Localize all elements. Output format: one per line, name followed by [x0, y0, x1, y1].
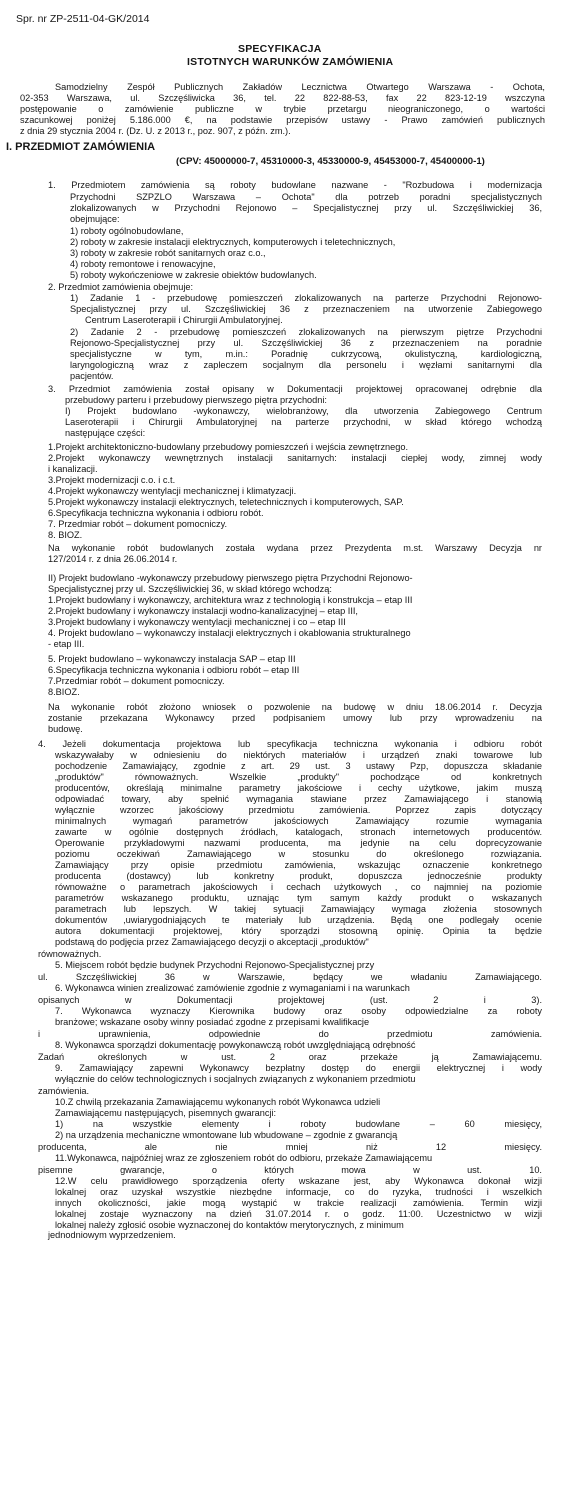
text-line: II) Projekt budowlano -wykonawczy przebudowy pierwszego piętra Przychodni Rejonowo-: [48, 573, 413, 583]
text-line: producenta (dostawcy) lub konkretny produkt, dopuszcza jednocześnie produkty: [55, 871, 542, 881]
text-line: podstawą do podjęcia przez Zamawiającego decyzji o akceptacji „produktów": [55, 937, 369, 947]
text-line: lokalnej oraz uzyskał wszystkie niezbędne informacje, co do ryzyka, trudności i wszelkich: [55, 1187, 542, 1197]
text-line: 2) na urządzenia mechaniczne wmontowane lub wbudowane – zgodnie z gwarancją: [55, 1130, 398, 1140]
text-line: obejmujące:: [70, 214, 120, 224]
text-line: i uprawnienia, odpowiednie do przedmiotu zamówienia.: [38, 1029, 542, 1039]
text-line: Na wykonanie robót budowlanych została wydana przez Prezydenta m.st. Warszawy Decyzja nr: [48, 543, 542, 553]
text-line: I) Projekt budowlano -wykonawczy, wielobranżowy, dla utworzenia Zabiegowego Centrum: [65, 406, 542, 416]
document-title: SPECYFIKACJA: [238, 43, 322, 55]
text-line: 2. Przedmiot zamówienia obejmuje:: [48, 282, 194, 292]
text-line: parametrów wskazanego produktu, uznając tym samym każdy produkt o wskazanych: [55, 893, 542, 903]
text-line: Operowanie przykładowymi nazwami producenta, ma jedynie na celu doprecyzowanie: [55, 838, 542, 848]
text-line: równoważnych.: [38, 949, 102, 959]
text-line: lokalnej należy zgłosić osobie wyznaczonej do kontaktów merytorycznych, z minimum: [55, 1220, 404, 1230]
text-line: wyłącznie wzorzec jakościowy przedmiotu zamówienia. Poprzez zapis dotyczący: [55, 805, 542, 815]
text-line: laryngologiczną wraz z zapleczem socjalnym dla personelu i węzłami sanitarnymi dla: [70, 360, 542, 370]
text-line: równoważne o parametrach jakościowych i cechach użytkowych , co najmniej na poziomie: [55, 882, 542, 892]
text-line: zlokalizowanych w Przychodni Rejonowo – Specjalistycznej przy ul. Szczęśliwickiej 36,: [70, 203, 542, 213]
document-subtitle: ISTOTNYCH WARUNKÓW ZAMÓWIENIA: [187, 56, 394, 68]
text-line: minimalnych wymagań parametrów jakościowych Zamawiający rozumie wymagania: [55, 816, 542, 826]
text-line: 6.Specyfikacja techniczna wykonania i odbioru robót – etap III: [48, 665, 300, 675]
text-line: Centrum Laseroterapii i Chirurgii Ambulatoryjnej.: [85, 315, 283, 325]
text-line: 4. Projekt budowlano – wykonawczy instalacji elektrycznych i okablowania strukturalnego: [48, 628, 411, 638]
text-line: 5. Miejscem robót będzie budynek Przychodni Rejonowo-Specjalistycznej przy: [55, 960, 375, 970]
text-line: 5. Projekt budowlano – wykonawczy instalacja SAP – etap III: [48, 654, 296, 664]
text-line: przebudowy parteru i przebudowy pierwszego piętra przychodni:: [65, 395, 327, 405]
document-reference: Spr. nr ZP-2511-04-GK/2014: [16, 13, 150, 25]
text-line: dokumentów ,uwiarygodniających te materiały lub urządzenia. Będą one podlegały ocenie: [55, 915, 542, 925]
text-line: Specjalistycznej przy ul. Szczęśliwickiej 36 z przeznaczeniem na utworzenie Zabiegowego: [70, 304, 542, 314]
text-line: 8. BIOZ.: [48, 530, 83, 540]
text-line: Specjalistycznej przy ul. Szczęśliwickiej 36, w skład którego wchodzą:: [48, 584, 332, 594]
text-line: 4. Jeżeli dokumentacja projektowa lub specyfikacja techniczna wykonania i odbioru robót: [38, 739, 542, 749]
text-line: 1.Projekt architektoniczno-budowlany przebudowy pomieszczeń i wejścia zewnętrznego.: [48, 442, 409, 452]
text-line: 1.Projekt budowlany i wykonawczy, architektura wraz z technologią i konstrukcja – etap III: [48, 595, 413, 605]
text-line: pisemne gwarancje, o których mowa w ust. 10.: [38, 1165, 542, 1175]
text-line: i kanalizacji.: [48, 464, 98, 474]
text-line: 2.Projekt budowlany i wykonawczy instalacji wodno-kanalizacyjnej – etap III,: [48, 606, 358, 616]
text-line: autora dokumentacji projektowej, który sporządzi stosowną opinię. Opinia ta będzie: [55, 926, 542, 936]
text-line: pochodzenie Zamawiający, zgodnie z art. 29 ust. 3 ustawy Pzp, dopuszcza składanie: [55, 761, 542, 771]
text-line: poziomu oczekiwań Zamawiającego w stosunku do określonego rozwiązania.: [55, 849, 542, 859]
text-line: 1) Zadanie 1 - przebudowę pomieszczeń zlokalizowanych na parterze Przychodni Rejonowo-: [70, 293, 542, 303]
text-line: producenta, ale nie mniej niż 12 miesięcy.: [38, 1142, 542, 1152]
text-line: 6. Wykonawca winien zrealizować zamówienie zgodnie z wymaganiami i na warunkach: [55, 983, 410, 993]
text-line: specjalistyczne w tym, m.in.: Poradnię cukrzycową, okulistyczną, kardiologiczną,: [70, 349, 542, 359]
text-line: jednodniowym wyprzedzeniem.: [48, 1230, 176, 1240]
text-line: innych okoliczności, jakie mogą wystąpić w trakcie realizacji zamówienia. Termin wizji: [55, 1198, 542, 1208]
text-line: zamówienia.: [38, 1086, 90, 1096]
text-line: 1) na wszystkie elementy i roboty budowlane – 60 miesięcy,: [55, 1119, 542, 1129]
text-line: 4) roboty remontowe i renowacyjne,: [70, 259, 216, 269]
text-line: 2) Zadanie 2 - przebudowę pomieszczeń zlokalizowanych na pierwszym piętrze Przychodni: [70, 327, 542, 337]
text-line: z dnia 29 stycznia 2004 r. (Dz. U. z 2013 r., poz. 907, z późn. zm.).: [20, 126, 291, 136]
text-line: następujące części:: [65, 428, 146, 438]
text-line: wskazywałaby w odniesieniu do niektórych materiałów i urządzeń znaki towarowe lub: [55, 750, 542, 760]
text-line: Laseroterapii i Chirurgii Ambulatoryjnej na parterze przychodni, w skład którego wchodzą: [65, 417, 542, 427]
text-line: 3. Przedmiot zamówienia został opisany w Dokumentacji projektowej opracowanej odrębnie dla: [48, 384, 542, 394]
text-line: Zamawiający przy opisie przedmiotu zamówienia, wskazując oznaczenie konkretnego: [55, 860, 542, 870]
text-line: parametrach lub lepszych. W takiej sytuacji Zamawiający wymaga złożenia stosownych: [55, 904, 542, 914]
text-line: budowę.: [48, 724, 83, 734]
text-line: Rejonowo-Specjalistycznej przy ul. Szczęśliwickiej 36 z przeznaczeniem na poradnie: [70, 338, 542, 348]
text-line: lokalnej zostaje wyznaczony na dzień 31.07.2014 r. o godz. 11:00. Uczestnictwo w wizji: [55, 1209, 542, 1219]
text-line: 127/2014 r. z dnia 26.06.2014 r.: [48, 554, 178, 564]
text-line: opisanych w Dokumentacji projektowej (ust. 2 i 3).: [38, 995, 542, 1005]
section-heading: I. PRZEDMIOT ZAMÓWIENIA: [6, 141, 156, 153]
text-line: 11.Wykonawca, najpóźniej wraz ze zgłoszeniem robót do odbioru, przekaże Zamawiającemu: [55, 1153, 433, 1163]
text-line: 7. Przedmiar robót – dokument pomocniczy.: [48, 519, 228, 529]
cpv-codes: (CPV: 45000000-7, 45310000-3, 45330000-9, 45453000-7, 45400000-1): [176, 156, 485, 167]
text-line: 10.Z chwilą przekazania Zamawiającemu wykonanych robót Wykonawca udzieli: [55, 1097, 381, 1107]
text-line: Na wykonanie robót złożono wniosek o pozwolenie na budowę w dniu 18.06.2014 r. Decyzja: [48, 702, 542, 712]
text-line: 7. Wykonawca wyznaczy Kierownika budowy oraz osoby odpowiedzialne za roboty: [55, 1006, 542, 1016]
text-line: 5.Projekt wykonawczy instalacji elektrycznych, teletechnicznych i komputerowych, SAP.: [48, 497, 404, 507]
text-line: 6.Specyfikacja techniczna wykonania i odbioru robót.: [48, 508, 264, 518]
text-line: 8.BIOZ.: [48, 687, 80, 697]
text-line: pacjentów.: [70, 371, 114, 381]
text-line: odpowiadać towary, aby spełnić wymagania stawiane przez Zamawiającego i stanowią: [55, 794, 542, 804]
text-line: „produktów" równoważnych. Wszelkie „produkty" pochodzące od konkretnych: [55, 772, 542, 782]
text-line: producentów, określają minimalne parametry jakościowe i cechy użytkowe, jakim muszą: [55, 783, 542, 793]
text-line: 1. Przedmiotem zamówienia są roboty budowlane nazwane - "Rozbudowa i modernizacja: [48, 180, 542, 190]
text-line: 3.Projekt modernizacji c.o. i c.t.: [48, 475, 176, 485]
text-line: ul. Szczęśliwickiej 36 w Warszawie, będący we władaniu Zamawiającego.: [38, 972, 542, 982]
text-line: 2.Projekt wykonawczy wewnętrznych instalacji sanitarnych: instalacji ciepłej wody, zimnej wody: [48, 453, 542, 463]
text-line: 12.W celu prawidłowego sporządzenia oferty wskazane jest, aby Wykonawca dokonał wizji: [55, 1176, 542, 1186]
text-line: Samodzielny Zespół Publicznych Zakładów Lecznictwa Otwartego Warszawa - Ochota,: [55, 82, 545, 92]
text-line: szacunkowej poniżej 5.186.000 €, na podstawie przepisów ustawy - Prawo zamówień publicznych: [20, 115, 545, 125]
text-line: 9. Zamawiający zapewni Wykonawcy bezpłatny dostęp do energii elektrycznej i wody: [55, 1063, 542, 1073]
text-line: 2) roboty w zakresie instalacji elektrycznych, komputerowych i teletechnicznych,: [70, 237, 396, 247]
text-line: 1) roboty ogólnobudowlane,: [70, 226, 184, 236]
text-line: 7.Przedmiar robót – dokument pomocniczy.: [48, 676, 225, 686]
text-line: 8. Wykonawca sporządzi dokumentację powykonawczą robót uwzględniającą odrębność: [55, 1040, 416, 1050]
text-line: - etap III.: [48, 639, 85, 649]
text-line: 3.Projekt budowlany i wykonawczy wentylacji mechanicznej i co – etap III: [48, 617, 346, 627]
text-line: 3) roboty w zakresie robót sanitarnych oraz c.o.,: [70, 248, 266, 258]
text-line: Zamawiającemu następujących, pisemnych gwarancji:: [55, 1108, 277, 1118]
text-line: postępowanie o zamówienie publiczne w trybie przetargu nieograniczonego, o wartości: [20, 104, 545, 114]
text-line: zostanie przekazana Wykonawcy przed podpisaniem umowy lub przy wprowadzeniu na: [48, 713, 542, 723]
text-line: branżowe; wskazane osoby winny posiadać zgodne z przepisami kwalifikacje: [55, 1017, 370, 1027]
text-line: Przychodni SZPZLO Warszawa – Ochota" dla potrzeb poradni specjalistycznych: [70, 192, 542, 202]
text-line: 4.Projekt wykonawczy wentylacji mechanicznej i klimatyzacji.: [48, 486, 297, 496]
text-line: Zadań określonych w ust. 2 oraz przekaże ją Zamawiającemu.: [38, 1052, 542, 1062]
text-line: wyłącznie do celów technologicznych i socjalnych związanych z wykonaniem przedmiotu: [55, 1074, 416, 1084]
text-line: 5) roboty wykończeniowe w zakresie obiektów budowlanych.: [70, 270, 317, 280]
text-line: 02-353 Warszawa, ul. Szczęśliwicka 36, tel. 22 822-88-53, fax 22 823-12-19 wszczyna: [20, 93, 545, 103]
text-line: zawarte w ogólnie dostępnych źródłach, katalogach, stronach internetowych producentów.: [55, 827, 542, 837]
